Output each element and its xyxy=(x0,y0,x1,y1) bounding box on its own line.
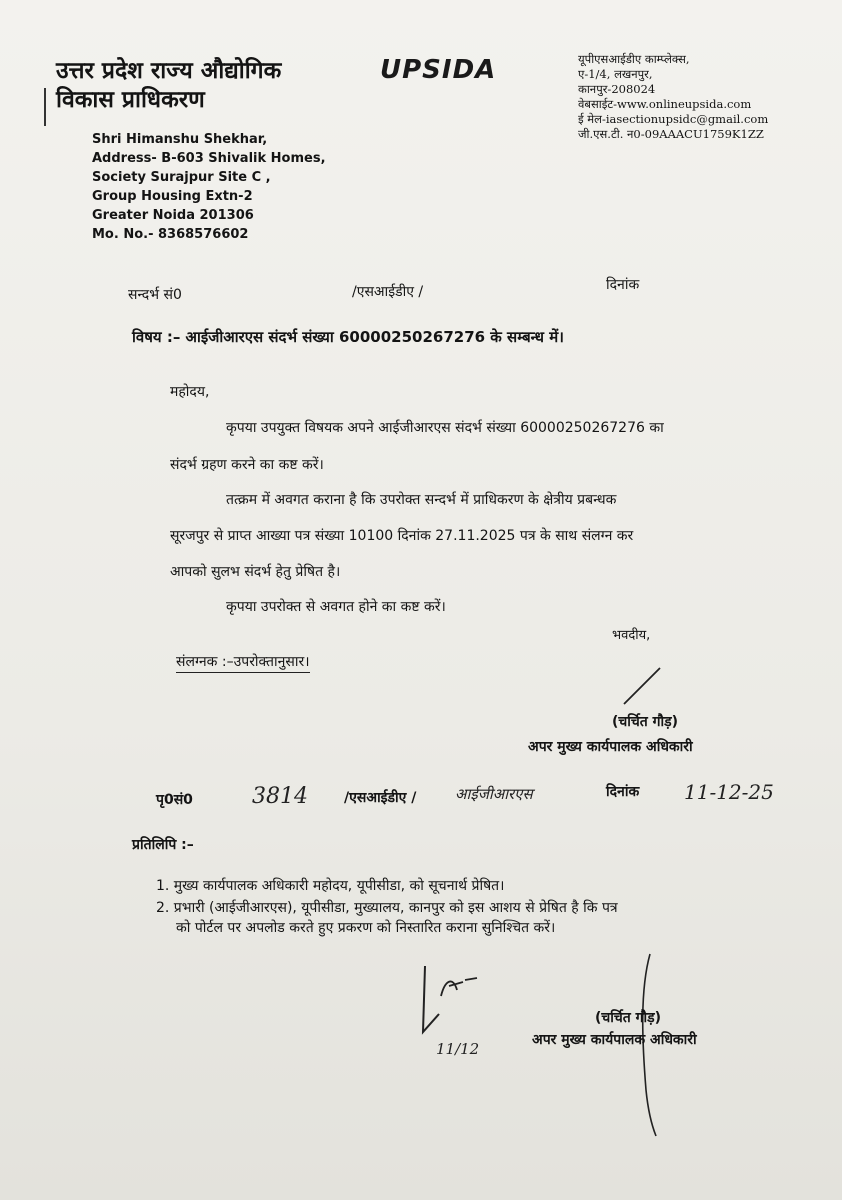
salutation: महोदय, xyxy=(170,384,210,400)
reference-label: सन्दर्भ सं0 xyxy=(128,287,182,303)
endorsement-signatory-name: (चर्चित गौड़) xyxy=(595,1010,662,1026)
enclosure-note: संलग्नक :–उपरोक्तानुसार। xyxy=(176,652,310,673)
reference-code: /एसआईडीए / xyxy=(352,284,424,300)
recipient-line: Shri Himanshu Shekhar, xyxy=(92,132,268,147)
endorsement-ref-section: आईजीआरएस xyxy=(455,785,533,803)
signatory-name: (चर्चित गौड़) xyxy=(612,714,679,730)
paragraph-1-line-2: संदर्भ ग्रहण करने का कष्ट करें। xyxy=(170,457,324,473)
signature-mark xyxy=(620,660,670,710)
paragraph-2-line-3: आपको सुलभ संदर्भ हेतु प्रेषित है। xyxy=(170,564,341,580)
endorsement-signatory-title: अपर मुख्य कार्यपालक अधिकारी xyxy=(532,1032,697,1048)
office-address xyxy=(578,52,768,142)
subject-line: विषय :– आईजीआरएस संदर्भ संख्या 60000250267276 के सम्बन्ध में। xyxy=(132,328,564,346)
endorsement-ref-code: /एसआईडीए / xyxy=(344,790,417,806)
recipient-line: Society Surajpur Site C , xyxy=(92,170,271,185)
endorsement-ref-number: 3814 xyxy=(252,784,308,809)
yours-faithfully: भवदीय, xyxy=(612,628,651,643)
address-line: कानपुर-208024 xyxy=(578,82,656,96)
copy-to-label: प्रतिलिपि :– xyxy=(132,837,194,853)
endorsement-date-value: 11-12-25 xyxy=(684,780,774,804)
copy-item-1: 1. मुख्य कार्यपालक अधिकारी महोदय, यूपीसीडा, को सूचनार्थ प्रेषित। xyxy=(156,878,505,894)
org-name-line2: विकास प्राधिकरण xyxy=(56,87,205,113)
reference-date-label: दिनांक xyxy=(606,277,640,293)
recipient-line: Mo. No.- 8368576602 xyxy=(92,227,249,242)
initial-date: 11/12 xyxy=(436,1040,480,1058)
margin-mark xyxy=(44,88,46,126)
signatory-title: अपर मुख्य कार्यपालक अधिकारी xyxy=(528,739,693,755)
address-line: वेबसाईट-www.onlineupsida.com xyxy=(578,97,752,111)
endorsement-date-label: दिनांक xyxy=(606,784,640,800)
recipient-line: Greater Noida 201306 xyxy=(92,208,254,223)
paragraph-3: कृपया उपरोक्त से अवगत होने का कष्ट करें। xyxy=(226,599,446,615)
address-line: यूपीएसआईडीए काम्प्लेक्स, xyxy=(578,52,690,66)
paragraph-2-line-1: तत्क्रम में अवगत कराना है कि उपरोक्त सन्दर्भ में प्राधिकरण के क्षेत्रीय प्रबन्धक xyxy=(226,492,617,508)
paragraph-1-line-1: कृपया उपयुक्त विषयक अपने आईजीआरएस संदर्भ संख्या 60000250267276 का xyxy=(226,420,664,436)
org-name-line1: उत्तर प्रदेश राज्य औद्योगिक xyxy=(56,58,282,84)
paragraph-2-line-2: सूरजपुर से प्राप्त आख्या पत्र संख्या 10100 दिनांक 27.11.2025 पत्र के साथ संलग्न कर xyxy=(170,528,634,544)
copy-item-2-line-2: को पोर्टल पर अपलोड करते हुए प्रकरण को निस्तारित कराना सुनिश्चित करें। xyxy=(176,920,556,936)
address-line: जी.एस.टी. न0-09AAACU1759K1ZZ xyxy=(578,127,764,141)
address-line: ए-1/4, लखनपुर, xyxy=(578,67,653,81)
endorsement-ref-label: पृ0सं0 xyxy=(156,792,193,808)
address-line: ई मेल-iasectionupsidc@gmail.com xyxy=(578,112,769,126)
copy-item-2-line-1: 2. प्रभारी (आईजीआरएस), यूपीसीडा, मुख्यालय, कानपुर को इस आशय से प्रेषित है कि पत्र xyxy=(156,900,618,916)
upsida-logo: UPSIDA xyxy=(380,55,497,85)
recipient-line: Address- B-603 Shivalik Homes, xyxy=(92,151,326,166)
recipient-line: Group Housing Extn-2 xyxy=(92,189,253,204)
recipient-address xyxy=(92,130,326,244)
